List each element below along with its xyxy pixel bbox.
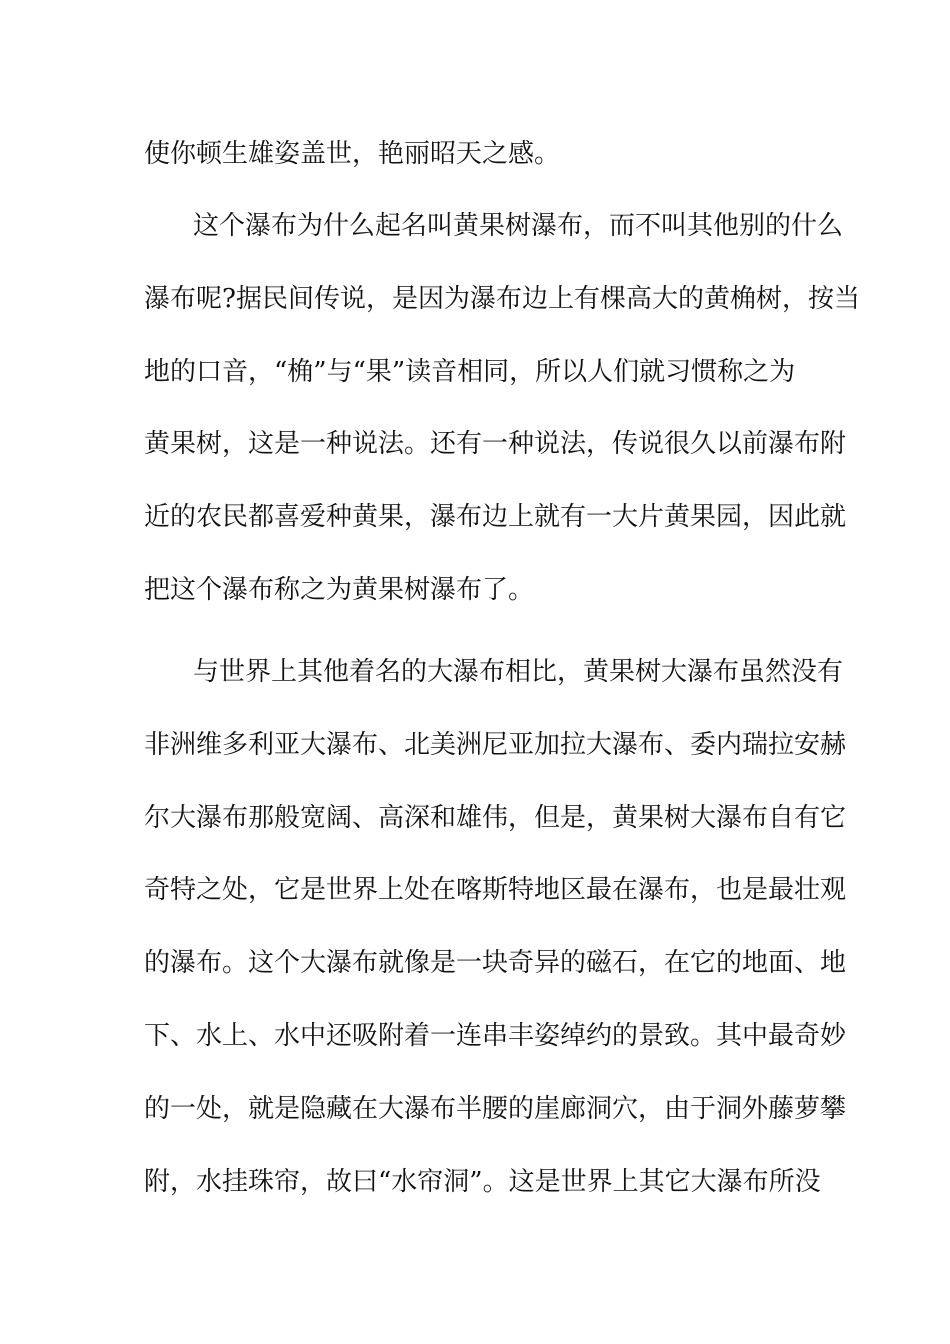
- text-line: 下、水上、水中还吸附着一连串丰姿绰约的景致。其中最奇妙: [144, 1021, 847, 1051]
- text-line: 地的口音，“桷”与“果”读音相同，所以人们就习惯称之为: [144, 357, 796, 387]
- text-line: 奇特之处，它是世界上处在喀斯特地区最在瀑布，也是最壮观: [144, 875, 847, 905]
- text-line: 瀑布呢?据民间传说，是因为瀑布边上有棵高大的黄桷树，按当: [144, 284, 860, 314]
- paragraph-first-line: 这个瀑布为什么起名叫黄果树瀑布，而不叫其他别的什么: [193, 211, 844, 241]
- text-line: 近的农民都喜爱种黄果，瀑布边上就有一大片黄果园，因此就: [144, 502, 847, 532]
- text-line: 的瀑布。这个大瀑布就像是一块奇异的磁石，在它的地面、地: [144, 948, 847, 978]
- text-line: 非洲维多利亚大瀑布、北美洲尼亚加拉大瀑布、委内瑞拉安赫: [144, 730, 847, 760]
- text-line: 使你顿生雄姿盖世，艳丽昭天之感。: [144, 139, 561, 169]
- text-line: 附，水挂珠帘，故曰“水帘洞”。这是世界上其它大瀑布所没: [144, 1167, 821, 1197]
- text-line: 尔大瀑布那般宽阔、高深和雄伟，但是，黄果树大瀑布自有它: [144, 803, 847, 833]
- paragraph-first-line: 与世界上其他着名的大瀑布相比，黄果树大瀑布虽然没有: [193, 657, 844, 687]
- text-line: 的一处，就是隐藏在大瀑布半腰的崖廊洞穴，由于洞外藤萝攀: [144, 1094, 847, 1124]
- text-line: 黄果树，这是一种说法。还有一种说法，传说很久以前瀑布附: [144, 429, 847, 459]
- text-line: 把这个瀑布称之为黄果树瀑布了。: [144, 575, 535, 605]
